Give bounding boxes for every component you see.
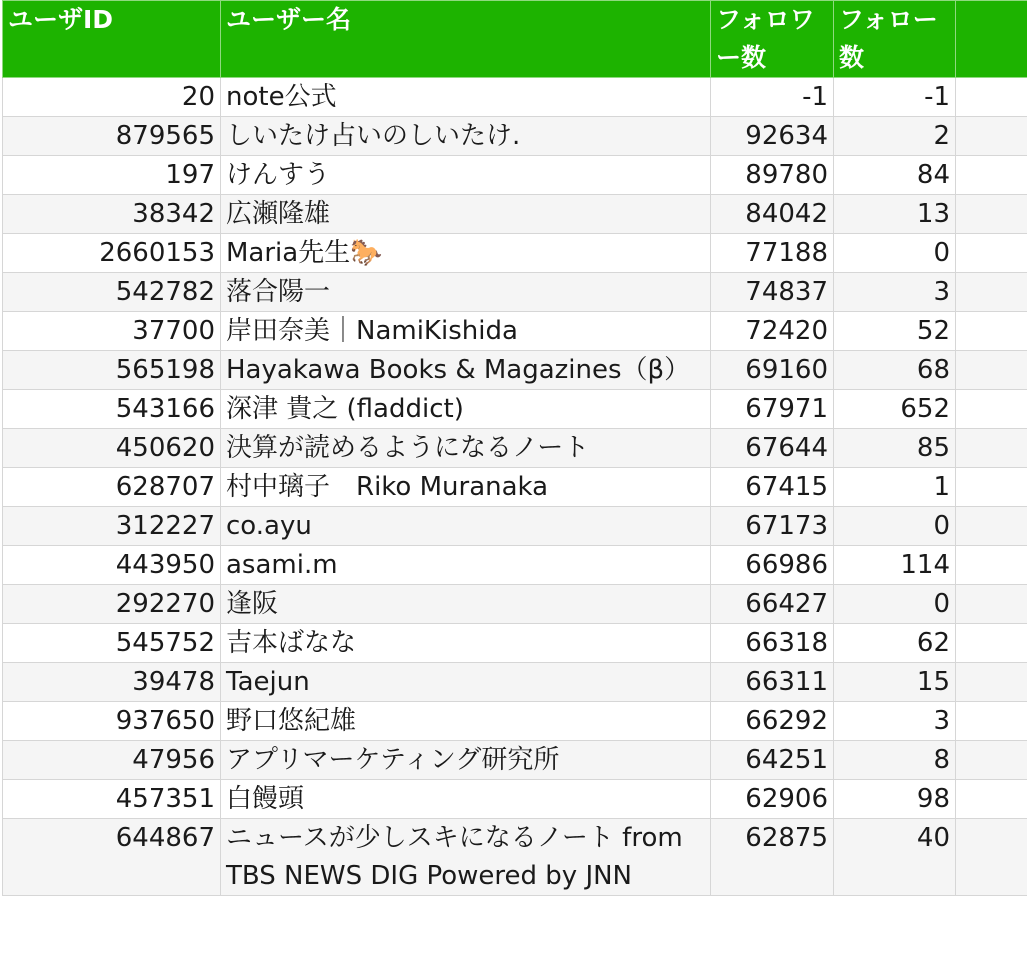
header-empty[interactable] [956,1,1027,78]
cell-user-name[interactable]: 岸田奈美｜NamiKishida [221,312,711,351]
cell-followers[interactable]: 62875 [711,819,834,896]
table-row [3,390,1027,429]
cell-user-id[interactable]: 443950 [3,546,221,585]
table-row [3,624,1027,663]
table-row [3,702,1027,741]
cell-empty[interactable] [956,468,1027,507]
cell-user-name[interactable]: asami.m [221,546,711,585]
cell-following[interactable]: 68 [834,351,956,390]
table-row [3,156,1027,195]
cell-following[interactable]: 0 [834,234,956,273]
header-following[interactable]: フォロー数 [834,1,956,78]
cell-followers[interactable]: 66427 [711,585,834,624]
table-row [3,273,1027,312]
cell-followers[interactable]: 89780 [711,156,834,195]
table-row [3,741,1027,780]
cell-empty[interactable] [956,546,1027,585]
cell-followers[interactable]: 66986 [711,546,834,585]
cell-user-id[interactable]: 879565 [3,117,221,156]
cell-empty[interactable] [956,741,1027,780]
cell-followers[interactable]: 77188 [711,234,834,273]
cell-followers[interactable]: 67173 [711,507,834,546]
cell-empty[interactable] [956,351,1027,390]
cell-empty[interactable] [956,390,1027,429]
cell-user-id[interactable]: 312227 [3,507,221,546]
cell-following[interactable]: 2 [834,117,956,156]
table-row [3,819,1027,896]
cell-user-id[interactable]: 542782 [3,273,221,312]
cell-empty[interactable] [956,780,1027,819]
table-row [3,312,1027,351]
cell-following[interactable]: 15 [834,663,956,702]
cell-following[interactable]: 85 [834,429,956,468]
cell-user-id[interactable]: 38342 [3,195,221,234]
cell-user-id[interactable]: 47956 [3,741,221,780]
cell-followers[interactable]: 67415 [711,468,834,507]
cell-following[interactable]: 84 [834,156,956,195]
cell-followers[interactable]: 69160 [711,351,834,390]
cell-user-name[interactable]: けんすう [221,156,711,195]
cell-empty[interactable] [956,819,1027,896]
cell-empty[interactable] [956,234,1027,273]
cell-following[interactable]: 3 [834,702,956,741]
cell-empty[interactable] [956,195,1027,234]
cell-user-id[interactable]: 2660153 [3,234,221,273]
cell-followers[interactable]: 66311 [711,663,834,702]
cell-followers[interactable]: 74837 [711,273,834,312]
cell-empty[interactable] [956,663,1027,702]
cell-user-id[interactable]: 292270 [3,585,221,624]
cell-user-id[interactable]: 39478 [3,663,221,702]
cell-user-name[interactable]: 野口悠紀雄 [221,702,711,741]
cell-user-name[interactable]: Hayakawa Books & Magazines（β） [221,351,711,390]
cell-following[interactable]: -1 [834,78,956,117]
cell-followers[interactable]: -1 [711,78,834,117]
cell-followers[interactable]: 92634 [711,117,834,156]
cell-empty[interactable] [956,429,1027,468]
cell-user-id[interactable]: 565198 [3,351,221,390]
cell-empty[interactable] [956,702,1027,741]
cell-empty[interactable] [956,273,1027,312]
cell-followers[interactable]: 72420 [711,312,834,351]
table-row [3,663,1027,702]
table-row [3,780,1027,819]
cell-user-name[interactable]: 深津 貴之 (fladdict) [221,390,711,429]
cell-following[interactable]: 652 [834,390,956,429]
cell-followers[interactable]: 62906 [711,780,834,819]
cell-following[interactable]: 98 [834,780,956,819]
cell-user-name[interactable]: アプリマーケティング研究所 [221,741,711,780]
cell-following[interactable]: 3 [834,273,956,312]
table-row [3,468,1027,507]
cell-empty[interactable] [956,585,1027,624]
cell-user-name[interactable]: 広瀬隆雄 [221,195,711,234]
header-row [3,1,1027,78]
header-user-name[interactable]: ユーザー名 [221,1,711,78]
header-user-id[interactable]: ユーザID [3,1,221,78]
cell-user-id[interactable]: 37700 [3,312,221,351]
table-row [3,546,1027,585]
cell-empty[interactable] [956,312,1027,351]
cell-user-id[interactable]: 457351 [3,780,221,819]
cell-user-name[interactable]: co.ayu [221,507,711,546]
cell-user-name[interactable]: しいたけ占いのしいたけ. [221,117,711,156]
cell-user-name[interactable]: 決算が読めるようになるノート [221,429,711,468]
cell-followers[interactable]: 84042 [711,195,834,234]
cell-user-name[interactable]: 落合陽一 [221,273,711,312]
cell-user-id[interactable]: 628707 [3,468,221,507]
cell-user-name[interactable]: Maria先生🐎 [221,234,711,273]
cell-following[interactable]: 52 [834,312,956,351]
cell-followers[interactable]: 66318 [711,624,834,663]
cell-following[interactable]: 40 [834,819,956,896]
cell-user-id[interactable]: 20 [3,78,221,117]
table-row [3,429,1027,468]
cell-following[interactable]: 114 [834,546,956,585]
cell-empty[interactable] [956,624,1027,663]
cell-user-id[interactable]: 543166 [3,390,221,429]
cell-following[interactable]: 62 [834,624,956,663]
table-row [3,195,1027,234]
cell-user-name[interactable]: 吉本ばなな [221,624,711,663]
cell-user-name[interactable]: ニュースが少しスキになるノート from TBS NEWS DIG Powered by JNN [221,819,711,896]
cell-followers[interactable]: 67644 [711,429,834,468]
cell-user-name[interactable]: Taejun [221,663,711,702]
cell-empty[interactable] [956,117,1027,156]
cell-following[interactable]: 13 [834,195,956,234]
cell-user-name[interactable]: 村中璃子 Riko Muranaka [221,468,711,507]
cell-followers[interactable]: 64251 [711,741,834,780]
cell-followers[interactable]: 67971 [711,390,834,429]
cell-followers[interactable]: 66292 [711,702,834,741]
cell-user-name[interactable]: 白饅頭 [221,780,711,819]
cell-user-id[interactable]: 644867 [3,819,221,896]
table-row [3,78,1027,117]
table-row [3,351,1027,390]
cell-empty[interactable] [956,78,1027,117]
table-row [3,234,1027,273]
cell-empty[interactable] [956,156,1027,195]
cell-empty[interactable] [956,507,1027,546]
table-row [3,117,1027,156]
cell-user-id[interactable]: 937650 [3,702,221,741]
header-followers[interactable]: フォロワー数 [711,1,834,78]
user-table [2,0,1027,896]
cell-user-name[interactable]: note公式 [221,78,711,117]
cell-user-name[interactable]: 逢阪 [221,585,711,624]
cell-following[interactable]: 1 [834,468,956,507]
cell-user-id[interactable]: 450620 [3,429,221,468]
cell-following[interactable]: 8 [834,741,956,780]
cell-following[interactable]: 0 [834,585,956,624]
cell-following[interactable]: 0 [834,507,956,546]
cell-user-id[interactable]: 197 [3,156,221,195]
table-row [3,585,1027,624]
cell-user-id[interactable]: 545752 [3,624,221,663]
table-row [3,507,1027,546]
